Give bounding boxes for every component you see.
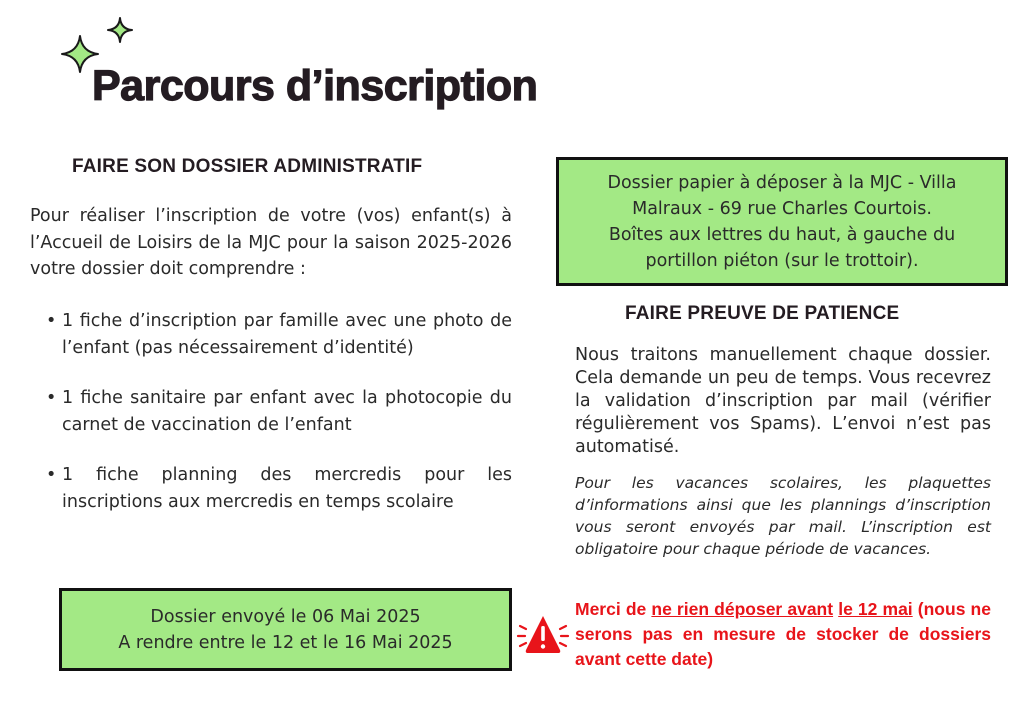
dates-box (59, 588, 512, 671)
warning-emphasis: ne rien déposer avant (651, 599, 834, 619)
list-item: • 1 fiche sanitaire par enfant avec la photocopie du carnet de vaccination de l’enfant (46, 385, 512, 438)
deposit-line: Dossier papier à déposer à la MJC - Villa (607, 172, 957, 193)
section-heading-dossier: FAIRE SON DOSSIER ADMINISTRATIF (72, 156, 423, 177)
warning-icon (516, 612, 570, 656)
section-heading-patience: FAIRE PREUVE DE PATIENCE (625, 303, 900, 324)
vacation-note: Pour les vacances scolaires, les plaquettes d’informations ainsi que les plannings d’inscription vous seront envoyés par mail. L’inscription est obligatoire pour chaque période de vacances. (575, 474, 991, 558)
patience-paragraph: Nous traitons manuellement chaque dossier. Cela demande un peu de temps. Vous recevrez la validation d’inscription par mail (vérifier régulièrement vos Spams). L’envoi n’est pas automatisé. (575, 345, 991, 457)
deposit-line: Malraux - 69 rue Charles Courtois. (632, 198, 932, 219)
page-title: Parcours d’inscription (92, 62, 538, 110)
deposit-box (556, 157, 1008, 286)
requirements-list (46, 308, 512, 515)
warning-date: le 12 mai (838, 599, 913, 619)
deposit-line: portillon piéton (sur le trottoir). (645, 250, 919, 271)
dates-return: A rendre entre le 12 et le 16 Mai 2025 (118, 632, 453, 653)
warning-text: Merci de (575, 599, 652, 619)
intro-paragraph: Pour réaliser l’inscription de votre (vos) enfant(s) à l’Accueil de Loisirs de la MJC pour la saison 2025-2026 votre dossier doit comprendre : (30, 206, 512, 279)
list-item: • 1 fiche d’inscription par famille avec une photo de l’enfant (pas nécessairement d’identité) (46, 308, 512, 361)
warning-message (575, 597, 991, 672)
list-item: • 1 fiche planning des mercredis pour les inscriptions aux mercredis en temps scolaire (46, 462, 512, 515)
warning-text: (nous ne serons pas en mesure de stocker de dossiers avant cette date) (575, 599, 991, 669)
deposit-line: Boîtes aux lettres du haut, à gauche du (608, 224, 956, 245)
dates-sent: Dossier envoyé le 06 Mai 2025 (150, 606, 421, 627)
